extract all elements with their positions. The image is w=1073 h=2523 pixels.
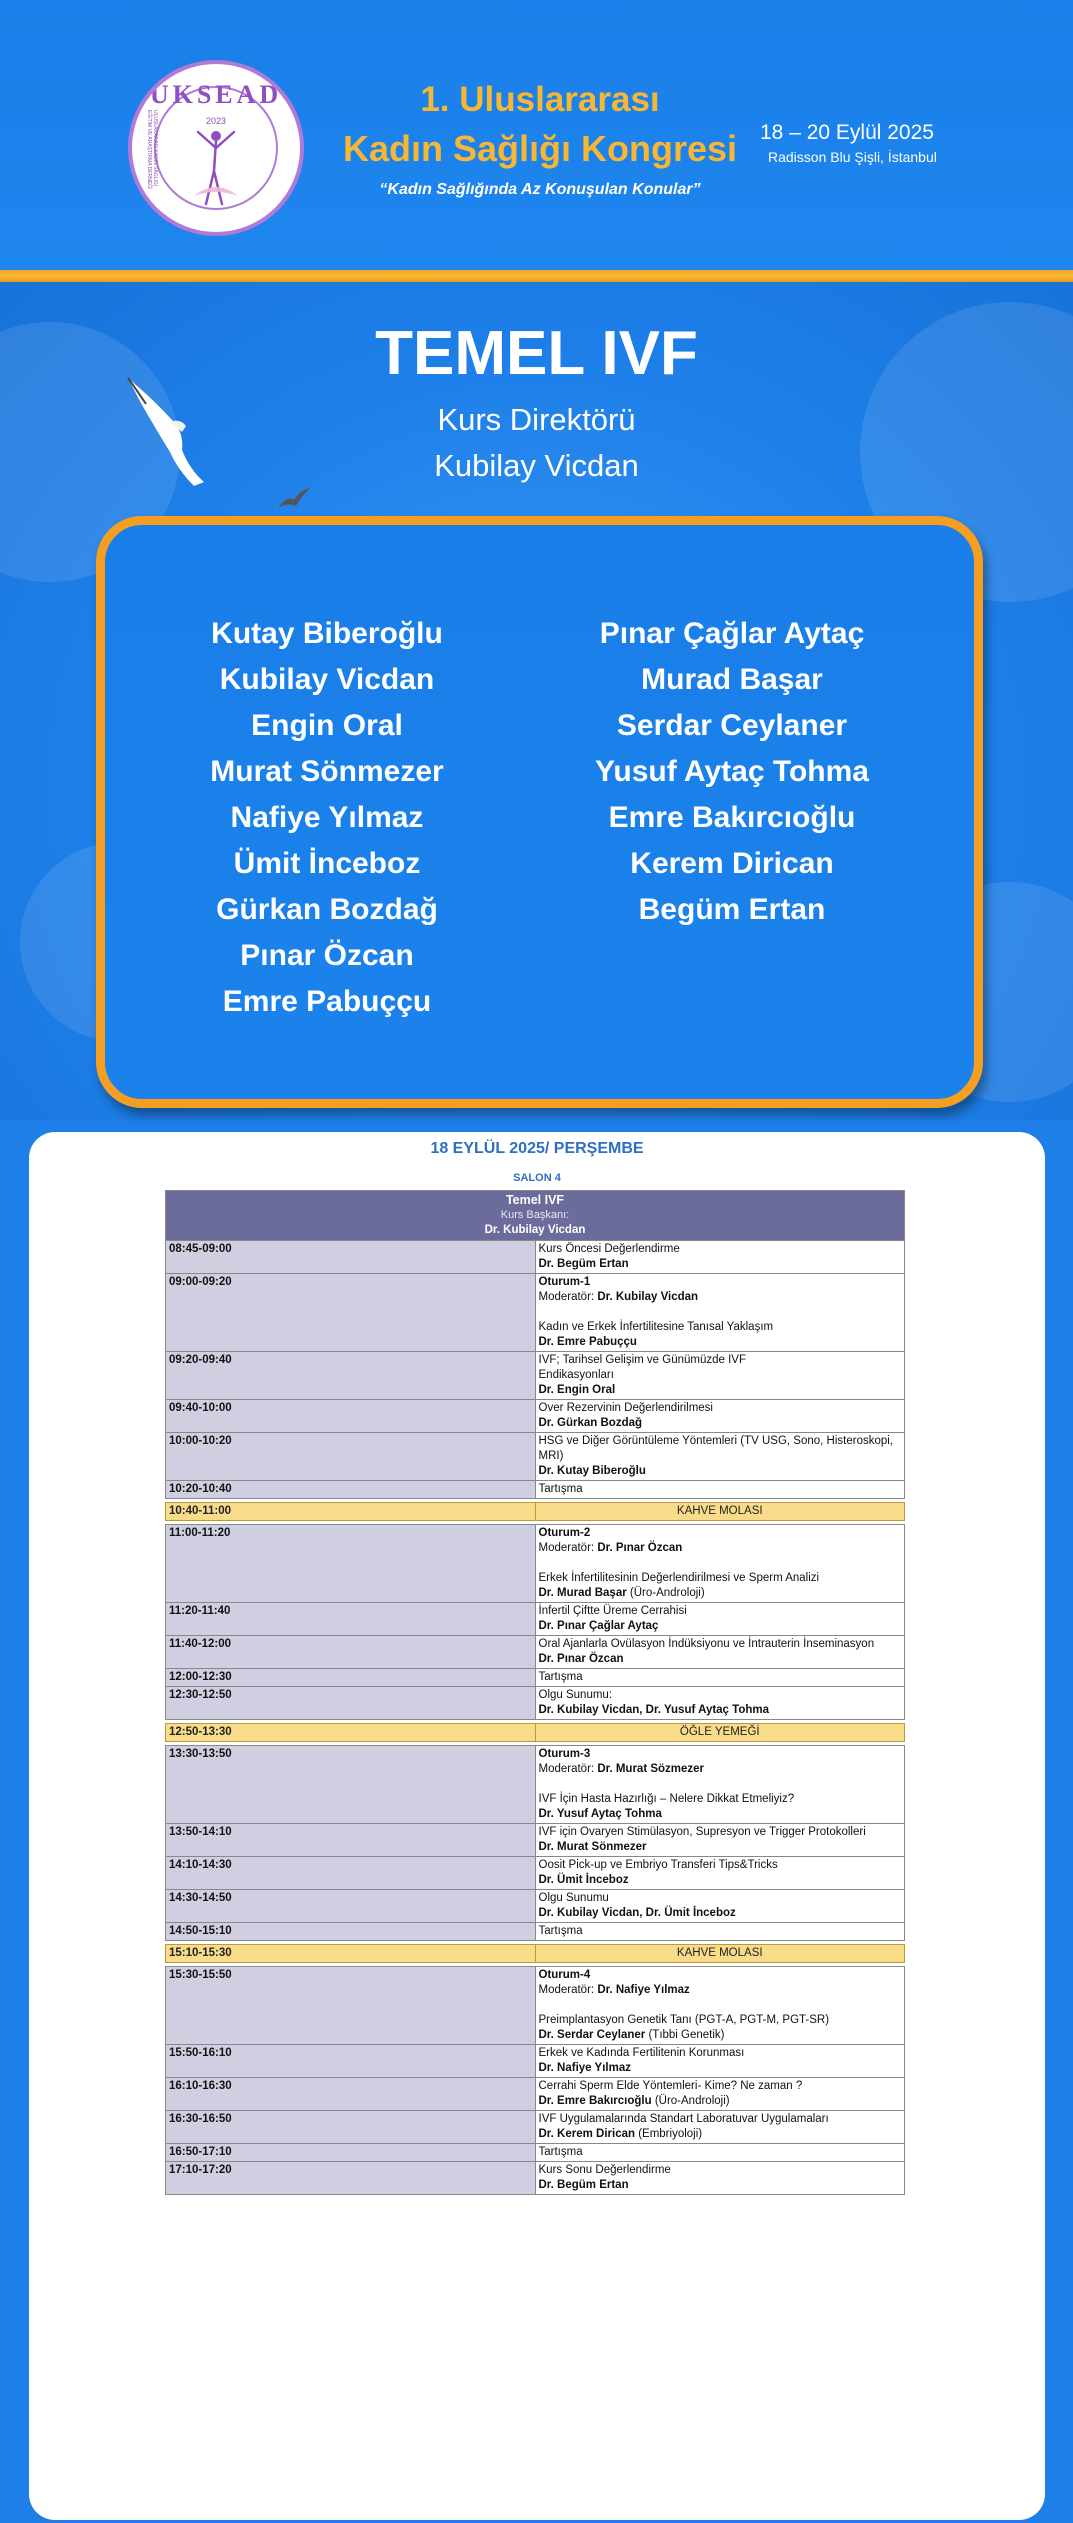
speaker-name: Dr. Murad Başar: [538, 1587, 627, 1599]
speaker-name: Dr. Emre Bakırcıoğlu: [538, 2095, 652, 2107]
topic-text: IVF İçin Hasta Hazırlığı – Nelere Dikkat Etmeliyiz?: [538, 1793, 795, 1805]
speaker-suffix: (Embriyoloji): [635, 2128, 703, 2140]
topic-text: Oosit Pick-up ve Embriyo Transferi Tips&Tricks: [538, 1859, 778, 1871]
schedule-chair-label: Kurs Başkanı:: [500, 1209, 570, 1221]
schedule-row: [166, 2078, 905, 2111]
speaker-line: [539, 1335, 902, 1350]
moderator-name: Dr. Pınar Özcan: [597, 1542, 683, 1554]
content-cell: [535, 2162, 905, 2195]
topic-text: Tartışma: [538, 1671, 583, 1683]
time-cell: 14:10-14:30: [166, 1857, 536, 1890]
speaker-line: [539, 1652, 902, 1667]
congress-title-line1: 1. Uluslararası: [420, 80, 660, 119]
content-cell: [535, 2078, 905, 2111]
time-cell: 11:40-12:00: [166, 1636, 536, 1669]
content-cell: [535, 1923, 905, 1941]
schedule-row: [166, 1687, 905, 1720]
schedule-row: [166, 1433, 905, 1481]
time-cell: 10:40-11:00: [166, 1503, 536, 1521]
topic-text: IVF Uygulamalarında Standart Laboratuvar Uygulamaları: [538, 2113, 829, 2125]
faculty-name: Kubilay Vicdan: [219, 663, 435, 696]
line-gap: [539, 1556, 902, 1571]
schedule-row: [166, 2144, 905, 2162]
break-label: KAHVE MOLASI: [535, 1945, 905, 1963]
topic-text: Over Rezervinin Değerlendirilmesi: [538, 1402, 713, 1414]
speaker-line: [539, 1619, 902, 1634]
director-name: Kubilay Vicdan: [434, 448, 639, 483]
time-cell: 15:50-16:10: [166, 2045, 536, 2078]
time-cell: 15:30-15:50: [166, 1967, 536, 2045]
schedule-row: [166, 1400, 905, 1433]
content-cell: [535, 1525, 905, 1603]
topic-text: Tartışma: [538, 1925, 583, 1937]
content-cell: [535, 1241, 905, 1274]
session-title: Oturum-4: [538, 1969, 591, 1981]
schedule-row: [166, 1746, 905, 1824]
schedule-row: [166, 1669, 905, 1687]
moderator-label: Moderatör:: [538, 1984, 598, 1996]
content-cell: [535, 1352, 905, 1400]
time-cell: 13:50-14:10: [166, 1824, 536, 1857]
moderator-name: Dr. Murat Sözmezer: [597, 1763, 705, 1775]
faculty-name: Begüm Ertan: [638, 893, 826, 926]
speaker-line: [539, 1873, 902, 1888]
faculty-column-right: [542, 611, 922, 933]
topic-text: IVF; Tarihsel Gelişim ve Günümüzde IVF: [538, 1354, 746, 1366]
faculty-name: Serdar Ceylaner: [616, 709, 848, 742]
topic-text: HSG ve Diğer Görüntüleme Yöntemleri (TV USG, Sono, Histeroskopi, MRI): [538, 1435, 894, 1462]
faculty-column-left: [137, 611, 517, 1025]
speaker-name: Dr. Serdar Ceylaner: [538, 2029, 646, 2041]
header-banner: [0, 0, 1073, 270]
content-cell: [535, 1400, 905, 1433]
schedule-row: [166, 2162, 905, 2195]
schedule-row: [166, 1824, 905, 1857]
speaker-name: Dr. Murat Sönmezer: [538, 1841, 647, 1853]
faculty-name: Nafiye Yılmaz: [230, 801, 424, 834]
speaker-name: Dr. Yusuf Aytaç Tohma: [538, 1808, 662, 1820]
topic-text: Erkek İnfertilitesinin Değerlendirilmesi ve Sperm Analizi: [538, 1572, 820, 1584]
logo-text: UKSEAD: [149, 80, 283, 109]
time-cell: 12:50-13:30: [166, 1724, 536, 1742]
speaker-line: [539, 2178, 902, 2193]
course-title: TEMEL IVF: [375, 319, 698, 388]
time-cell: 14:50-15:10: [166, 1923, 536, 1941]
speaker-line: [539, 1257, 902, 1272]
topic-text: Preimplantasyon Genetik Tanı (PGT-A, PGT-M, PGT-SR): [538, 2014, 830, 2026]
session-title: Oturum-3: [538, 1748, 591, 1760]
schedule-row: [166, 1481, 905, 1499]
time-cell: 10:00-10:20: [166, 1433, 536, 1481]
speaker-line: [539, 1586, 902, 1601]
time-cell: 08:45-09:00: [166, 1241, 536, 1274]
topic-text: Cerrahi Sperm Elde Yöntemleri- Kime? Ne zaman ?: [538, 2080, 803, 2092]
faculty-name: Pınar Çağlar Aytaç: [599, 617, 865, 650]
moderator-name: Dr. Nafiye Yılmaz: [597, 1984, 690, 1996]
speaker-name: Dr. Pınar Özcan: [538, 1653, 624, 1665]
content-cell: [535, 1669, 905, 1687]
break-row: [166, 1503, 905, 1521]
speaker-name: Dr. Kubilay Vicdan, Dr. Ümit İnceboz: [538, 1907, 736, 1919]
faculty-name: Kutay Biberoğlu: [211, 617, 443, 650]
faculty-name: Pınar Özcan: [240, 939, 414, 972]
speaker-suffix: (Üro-Androloji): [626, 1587, 705, 1599]
schedule-row: [166, 1525, 905, 1603]
moderator-name: Dr. Kubilay Vicdan: [597, 1291, 699, 1303]
faculty-name: Kerem Dirican: [630, 847, 834, 880]
speaker-name: Dr. Engin Oral: [538, 1384, 616, 1396]
time-cell: 09:40-10:00: [166, 1400, 536, 1433]
faculty-name: Ümit İnceboz: [233, 847, 421, 880]
content-cell: [535, 1746, 905, 1824]
topic-text: Olgu Sunumu: [538, 1892, 609, 1904]
program-salon: SALON 4: [513, 1172, 561, 1184]
break-row: [166, 1724, 905, 1742]
logo-year: 2023: [205, 116, 227, 126]
schedule-row: [166, 1241, 905, 1274]
congress-tagline: “Kadın Sağlığında Az Konuşulan Konular”: [379, 181, 701, 198]
break-label: KAHVE MOLASI: [535, 1503, 905, 1521]
moderator-line: [539, 1290, 902, 1305]
line-gap: [539, 1305, 902, 1320]
schedule-row: [166, 2045, 905, 2078]
faculty-name: Engin Oral: [251, 709, 403, 742]
topic-text: Kadın ve Erkek İnfertilitesine Tanısal Yaklaşım: [538, 1321, 774, 1333]
speaker-name: Dr. Nafiye Yılmaz: [538, 2062, 631, 2074]
faculty-box: [96, 516, 983, 1108]
speaker-name: Dr. Ümit İnceboz: [538, 1874, 629, 1886]
schedule-chair-name: Dr. Kubilay Vicdan: [484, 1224, 586, 1236]
content-cell: [535, 1636, 905, 1669]
time-cell: 12:00-12:30: [166, 1669, 536, 1687]
content-cell: [535, 1824, 905, 1857]
speaker-name: Dr. Begüm Ertan: [538, 2179, 629, 2191]
schedule-row: [166, 1923, 905, 1941]
speaker-name: Dr. Gürkan Bozdağ: [538, 1417, 643, 1429]
time-cell: 11:00-11:20: [166, 1525, 536, 1603]
topic-text: İnfertil Çiftte Üreme Cerrahisi: [538, 1605, 687, 1617]
speaker-name: Dr. Kerem Dirican: [538, 2128, 636, 2140]
content-cell: [535, 1274, 905, 1352]
schedule-row: [166, 1890, 905, 1923]
time-cell: 10:20-10:40: [166, 1481, 536, 1499]
schedule-table-header: [166, 1191, 905, 1241]
speaker-line: [539, 2061, 902, 2076]
session-title: Oturum-1: [538, 1276, 591, 1288]
moderator-line: [539, 1541, 902, 1556]
time-cell: 16:30-16:50: [166, 2111, 536, 2144]
speaker-line: [539, 2127, 902, 2142]
congress-title-line2: Kadın Sağlığı Kongresi: [342, 128, 738, 169]
content-cell: [535, 2144, 905, 2162]
time-cell: 09:20-09:40: [166, 1352, 536, 1400]
topic-text: Tartışma: [538, 2146, 583, 2158]
time-cell: 14:30-14:50: [166, 1890, 536, 1923]
content-cell: [535, 2111, 905, 2144]
program-card: [29, 1132, 1045, 2520]
time-cell: 12:30-12:50: [166, 1687, 536, 1720]
schedule-table: [165, 1190, 905, 2195]
schedule-course-title: Temel IVF: [505, 1193, 565, 1207]
line-gap: [539, 1777, 902, 1792]
faculty-name: Emre Pabuççu: [222, 985, 432, 1018]
break-label: ÖĞLE YEMEĞİ: [535, 1724, 905, 1742]
speaker-suffix: (Tıbbi Genetik): [645, 2029, 725, 2041]
speaker-line: [539, 1840, 902, 1855]
faculty-name: Yusuf Aytaç Tohma: [595, 755, 869, 788]
speaker-line: [539, 1464, 902, 1479]
topic-text: Olgu Sunumu:: [538, 1689, 613, 1701]
schedule-row: [166, 1274, 905, 1352]
schedule-row: [166, 2111, 905, 2144]
time-cell: 11:20-11:40: [166, 1603, 536, 1636]
time-cell: 16:50-17:10: [166, 2144, 536, 2162]
content-cell: [535, 1603, 905, 1636]
topic-text: Oral Ajanlarla Ovülasyon İndüksiyonu ve İntrauterin İnseminasyon: [538, 1638, 875, 1650]
speaker-line: [539, 2094, 902, 2109]
speaker-name: Dr. Pınar Çağlar Aytaç: [538, 1620, 659, 1632]
time-cell: 16:10-16:30: [166, 2078, 536, 2111]
moderator-label: Moderatör:: [538, 1542, 598, 1554]
speaker-line: [539, 1807, 902, 1822]
speaker-name: Dr. Emre Pabuççu: [538, 1336, 637, 1348]
schedule-row: [166, 1636, 905, 1669]
break-row: [166, 1945, 905, 1963]
schedule-row: [166, 1603, 905, 1636]
speaker-name: Dr. Kutay Biberoğlu: [538, 1465, 646, 1477]
time-cell: 13:30-13:50: [166, 1746, 536, 1824]
time-cell: 09:00-09:20: [166, 1274, 536, 1352]
speaker-line: [539, 1383, 902, 1398]
schedule-row: [166, 1857, 905, 1890]
faculty-name: Murat Sönmezer: [210, 755, 444, 788]
speaker-line: [539, 1906, 902, 1921]
faculty-name: Gürkan Bozdağ: [216, 893, 438, 926]
dancer-figure-icon: [188, 126, 244, 206]
congress-dates: 18 – 20 Eylül 2025: [760, 121, 934, 144]
content-cell: [535, 1890, 905, 1923]
schedule-header-cell: [166, 1191, 905, 1241]
content-cell: [535, 1433, 905, 1481]
content-cell: [535, 1857, 905, 1890]
topic-text: Erkek ve Kadında Fertilitenin Korunması: [538, 2047, 745, 2059]
moderator-label: Moderatör:: [538, 1291, 598, 1303]
faculty-name: Emre Bakırcıoğlu: [608, 801, 856, 834]
content-cell: [535, 2045, 905, 2078]
speaker-name: Dr. Begüm Ertan: [538, 1258, 629, 1270]
moderator-label: Moderatör:: [538, 1763, 598, 1775]
content-cell: [535, 1481, 905, 1499]
topic-text: Kurs Öncesi Değerlendirme: [538, 1243, 680, 1255]
topic-text: Tartışma: [538, 1483, 583, 1495]
header-accent-stripe: [0, 270, 1073, 282]
speaker-name: Dr. Kubilay Vicdan, Dr. Yusuf Aytaç Tohma: [538, 1704, 769, 1716]
moderator-line: [539, 1762, 902, 1777]
time-cell: 15:10-15:30: [166, 1945, 536, 1963]
faculty-name: Murad Başar: [641, 663, 823, 696]
congress-venue: Radisson Blu Şişli, İstanbul: [768, 149, 937, 165]
schedule-row: [166, 1352, 905, 1400]
content-cell: [535, 1687, 905, 1720]
program-day-title: 18 EYLÜL 2025/ PERŞEMBE: [430, 1140, 644, 1157]
time-cell: 17:10-17:20: [166, 2162, 536, 2195]
small-bird-icon: [276, 486, 312, 512]
line-gap: [539, 1998, 902, 2013]
topic-text: IVF için Ovaryen Stimülasyon, Supresyon ve Trigger Protokolleri: [538, 1826, 866, 1838]
schedule-row: [166, 1967, 905, 2045]
logo-ring-text: ULUSLARARASI KADIN SAĞLIĞI EĞİTİM VE ARAŞTIRMA DERNEĞİ: [146, 110, 158, 190]
speaker-line: [539, 1416, 902, 1431]
content-cell: [535, 1967, 905, 2045]
topic-text: Kurs Sonu Değerlendirme: [538, 2164, 671, 2176]
session-title: Oturum-2: [538, 1527, 591, 1539]
uksead-logo: [128, 60, 304, 236]
director-label: Kurs Direktörü: [437, 402, 636, 437]
speaker-suffix: (Üro-Androloji): [651, 2095, 730, 2107]
moderator-line: [539, 1983, 902, 1998]
speaker-line: [539, 2028, 902, 2043]
topic-text: Endikasyonları: [538, 1369, 614, 1381]
speaker-line: [539, 1703, 902, 1718]
